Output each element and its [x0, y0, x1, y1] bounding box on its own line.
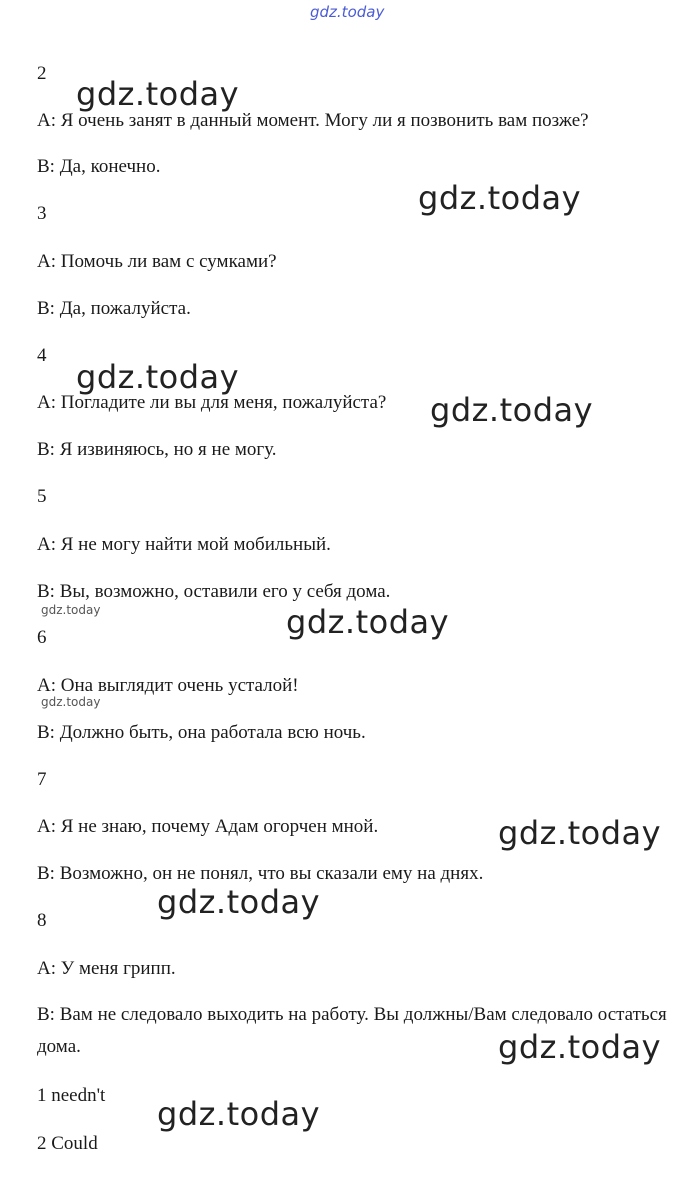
item-number: 2 [37, 63, 47, 84]
watermark: gdz.today [157, 883, 321, 921]
item-number: 4 [37, 345, 47, 366]
dialogue-line-a: A: Погладите ли вы для меня, пожалуйста? [37, 392, 387, 413]
watermark: gdz.today [418, 179, 582, 217]
dialogue-line-a: A: Я очень занят в данный момент. Могу ли я позвонить вам позже? [37, 110, 589, 131]
dialogue-line-a: A: У меня грипп. [37, 958, 176, 979]
dialogue-line-b: B: Возможно, он не понял, что вы сказали ему на днях. [37, 863, 484, 884]
watermark-top: gdz.today [310, 3, 385, 21]
watermark-small: gdz.today [41, 603, 101, 617]
dialogue-line-b: B: Вы, возможно, оставили его у себя дома. [37, 581, 391, 602]
watermark: gdz.today [157, 1095, 321, 1133]
item-number: 8 [37, 910, 47, 931]
dialogue-line-a: A: Она выглядит очень усталой! [37, 675, 299, 696]
watermark: gdz.today [76, 75, 240, 113]
item-number: 7 [37, 769, 47, 790]
dialogue-line-b: B: Я извиняюсь, но я не могу. [37, 439, 277, 460]
dialogue-line-a: A: Я не знаю, почему Адам огорчен мной. [37, 816, 379, 837]
dialogue-line-a: A: Я не могу найти мой мобильный. [37, 534, 331, 555]
answer-line: 1 needn't [37, 1085, 106, 1106]
item-number: 3 [37, 203, 47, 224]
watermark: gdz.today [430, 391, 594, 429]
item-number: 6 [37, 627, 47, 648]
answer-line: 2 Could [37, 1133, 98, 1154]
watermark: gdz.today [498, 1028, 662, 1066]
item-number: 5 [37, 486, 47, 507]
dialogue-line-b: B: Должно быть, она работала всю ночь. [37, 722, 366, 743]
dialogue-line-a: A: Помочь ли вам с сумками? [37, 251, 277, 272]
dialogue-line-b: B: Да, конечно. [37, 156, 161, 177]
watermark-small: gdz.today [41, 695, 101, 709]
watermark: gdz.today [286, 603, 450, 641]
dialogue-line-b: B: Вам не следовало выходить на работу. Вы должны/Вам следовало остаться дома. [37, 1004, 667, 1057]
watermark: gdz.today [76, 358, 240, 396]
watermark: gdz.today [498, 814, 662, 852]
dialogue-line-b: B: Да, пожалуйста. [37, 298, 191, 319]
